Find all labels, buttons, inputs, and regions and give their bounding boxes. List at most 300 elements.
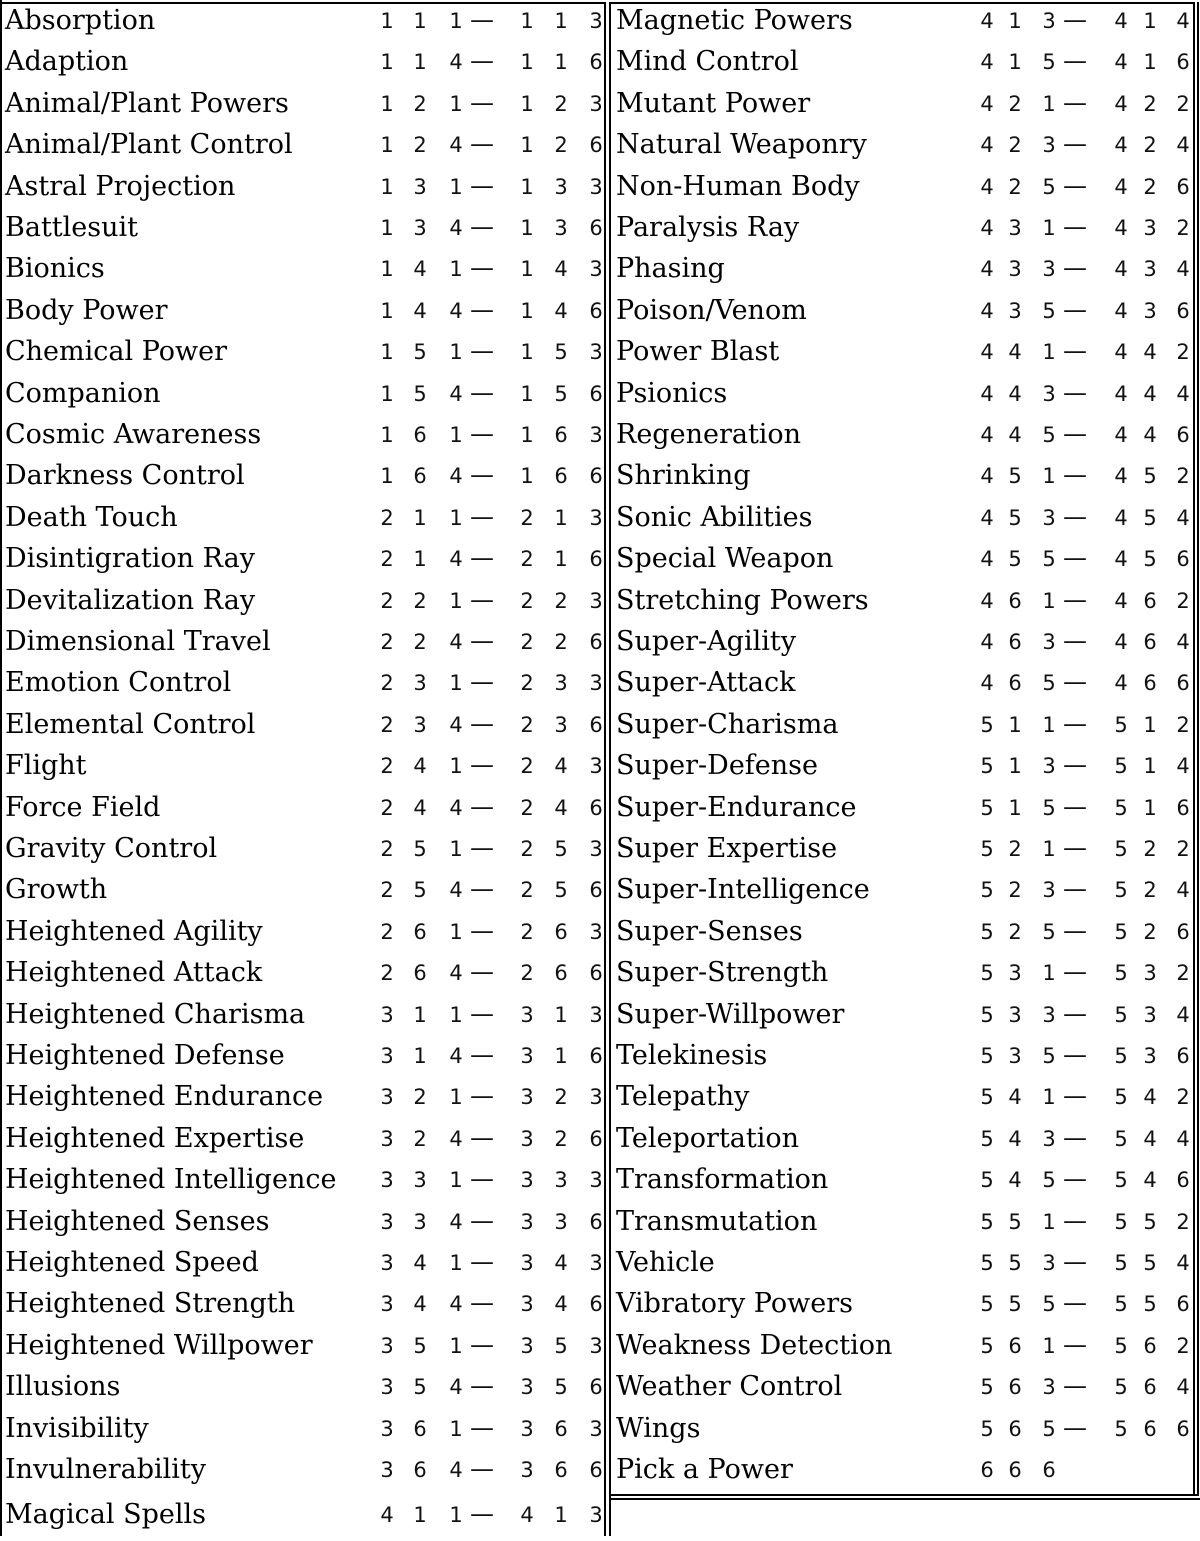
roll-to-digit: 2: [1176, 216, 1190, 240]
roll-to-digit: 1: [554, 1002, 568, 1027]
range-dash: —: [470, 171, 494, 200]
range-dash: —: [1063, 544, 1087, 573]
roll-to-digit: 5: [1114, 1416, 1128, 1441]
roll-from-digit: 6: [413, 423, 427, 447]
roll-to-digit: 1: [520, 50, 534, 75]
roll-from-digit: 3: [1042, 9, 1056, 33]
roll-to-digit: 6: [1176, 919, 1190, 944]
roll-from-digit: 1: [380, 216, 394, 240]
roll-to-digit: 4: [554, 754, 568, 779]
range-dash: —: [1063, 337, 1087, 366]
roll-to-digit: 5: [1114, 1292, 1128, 1317]
roll-to-digit: 6: [1143, 1375, 1157, 1400]
roll-from-digit: 2: [380, 712, 394, 737]
power-row: [611, 833, 1197, 874]
roll-from-digit: 3: [1042, 1126, 1056, 1151]
roll-from-digit: 1: [413, 1002, 427, 1027]
roll-to-digit: 1: [520, 174, 534, 199]
range-dash: —: [470, 88, 494, 117]
roll-from-digit: 5: [413, 878, 427, 903]
roll-to-digit: 5: [1114, 961, 1128, 986]
power-name: Vehicle: [616, 1247, 715, 1278]
range-dash: —: [470, 1372, 494, 1401]
roll-from-digit: 4: [449, 630, 463, 654]
roll-from-digit: 6: [1008, 630, 1022, 654]
power-name: Super-Willpower: [616, 998, 845, 1030]
roll-from-digit: 5: [1008, 547, 1022, 572]
roll-to-digit: 5: [1143, 505, 1157, 530]
roll-to-digit: 4: [1143, 1126, 1157, 1151]
roll-from-digit: 5: [1008, 1292, 1022, 1317]
roll-from-digit: 5: [1042, 1168, 1056, 1193]
roll-to-digit: 6: [589, 1044, 603, 1068]
roll-from-digit: 1: [380, 9, 394, 33]
roll-to-digit: 4: [1114, 505, 1128, 530]
power-row: [0, 543, 604, 584]
roll-from-digit: 4: [980, 588, 994, 613]
roll-from-digit: 3: [1042, 381, 1056, 406]
roll-from-digit: 5: [1042, 671, 1056, 696]
roll-to-digit: 6: [1176, 1416, 1190, 1441]
roll-to-digit: 6: [1176, 1168, 1190, 1193]
power-name: Devitalization Ray: [5, 584, 256, 616]
roll-from-digit: 2: [380, 630, 394, 654]
roll-from-digit: 2: [1008, 174, 1022, 199]
power-name: Battlesuit: [5, 212, 138, 243]
power-name: Poison/Venom: [616, 294, 807, 326]
roll-to-digit: 6: [589, 795, 603, 820]
roll-to-digit: 6: [589, 1209, 603, 1234]
roll-from-digit: 4: [380, 1503, 394, 1528]
roll-to-digit: 1: [520, 9, 534, 33]
roll-from-digit: 3: [1042, 1375, 1056, 1400]
power-row: [611, 88, 1197, 129]
roll-to-digit: 3: [520, 1002, 534, 1027]
roll-to-digit: 5: [1114, 712, 1128, 737]
roll-to-digit: 6: [589, 547, 603, 572]
power-name: Disintigration Ray: [5, 543, 255, 575]
roll-to-digit: 3: [554, 1209, 568, 1234]
power-row: [611, 171, 1197, 212]
power-row: [611, 585, 1197, 626]
range-dash: —: [1063, 627, 1087, 655]
roll-to-digit: 2: [1143, 878, 1157, 903]
roll-from-digit: 4: [413, 298, 427, 323]
roll-from-digit: 4: [449, 961, 463, 986]
roll-to-digit: 1: [1143, 754, 1157, 779]
power-name: Magnetic Powers: [616, 5, 853, 36]
range-dash: —: [470, 1248, 494, 1276]
power-name: Super-Senses: [616, 915, 803, 947]
power-row: [0, 626, 604, 667]
roll-from-digit: 1: [380, 340, 394, 365]
power-name: Heightened Charisma: [5, 998, 306, 1030]
power-name: Heightened Strength: [5, 1288, 296, 1320]
roll-to-digit: 3: [589, 1085, 603, 1110]
roll-to-digit: 3: [589, 588, 603, 613]
roll-from-digit: 2: [1008, 878, 1022, 903]
roll-from-digit: 1: [380, 174, 394, 199]
roll-to-digit: 5: [1114, 1168, 1128, 1193]
roll-from-digit: 5: [980, 754, 994, 779]
roll-from-digit: 4: [449, 216, 463, 240]
roll-to-digit: 3: [1143, 298, 1157, 323]
power-row: [611, 1040, 1197, 1081]
roll-to-digit: 5: [1114, 1126, 1128, 1151]
range-dash: —: [1063, 585, 1087, 614]
roll-to-digit: 2: [520, 837, 534, 861]
roll-to-digit: 2: [1176, 837, 1190, 861]
roll-from-digit: 3: [380, 1458, 394, 1482]
roll-from-digit: 5: [1042, 298, 1056, 323]
power-row: [611, 1454, 1197, 1495]
roll-to-digit: 5: [1114, 1251, 1128, 1275]
roll-to-digit: 4: [1114, 257, 1128, 282]
roll-to-digit: 4: [1114, 9, 1128, 33]
roll-to-digit: 5: [1143, 1251, 1157, 1275]
power-row: [0, 750, 604, 791]
roll-to-digit: 4: [1114, 423, 1128, 447]
roll-from-digit: 1: [449, 837, 463, 861]
roll-to-digit: 4: [554, 1292, 568, 1317]
roll-to-digit: 1: [554, 9, 568, 33]
range-dash: —: [1063, 1289, 1087, 1318]
roll-from-digit: 5: [1042, 1416, 1056, 1441]
power-row: [611, 1413, 1197, 1454]
range-dash: —: [1063, 751, 1087, 780]
power-name: Darkness Control: [5, 460, 245, 492]
roll-from-digit: 5: [980, 1251, 994, 1275]
power-row: [611, 502, 1197, 543]
roll-from-digit: 1: [1042, 588, 1056, 613]
range-dash: —: [470, 627, 494, 655]
power-name: Body Power: [5, 294, 168, 326]
roll-from-digit: 4: [980, 133, 994, 158]
power-row: [0, 253, 604, 294]
roll-to-digit: 5: [554, 1375, 568, 1400]
roll-to-digit: 5: [1114, 919, 1128, 944]
power-name: Weakness Detection: [616, 1329, 893, 1361]
roll-from-digit: 4: [980, 547, 994, 572]
power-name: Weather Control: [616, 1371, 843, 1403]
roll-to-digit: 2: [554, 91, 568, 116]
power-row: [0, 1164, 604, 1205]
roll-from-digit: 2: [380, 547, 394, 572]
range-dash: —: [470, 378, 494, 407]
power-name: Astral Projection: [5, 170, 236, 202]
power-name: Teleportation: [616, 1122, 800, 1154]
roll-from-digit: 5: [980, 878, 994, 903]
roll-from-digit: 5: [413, 1375, 427, 1400]
roll-to-digit: 2: [1143, 919, 1157, 944]
power-name: Cosmic Awareness: [5, 419, 262, 450]
roll-from-digit: 2: [413, 588, 427, 613]
power-name: Super-Attack: [616, 667, 796, 699]
range-dash: —: [470, 1330, 494, 1359]
roll-to-digit: 3: [1143, 257, 1157, 282]
power-name: Stretching Powers: [616, 584, 869, 616]
roll-to-digit: 2: [1176, 961, 1190, 986]
roll-to-digit: 6: [589, 1458, 603, 1482]
roll-from-digit: 4: [980, 174, 994, 199]
range-dash: —: [1063, 130, 1087, 159]
roll-from-digit: 3: [380, 1251, 394, 1275]
roll-to-digit: 2: [554, 630, 568, 654]
roll-to-digit: 2: [520, 961, 534, 986]
roll-from-digit: 2: [413, 1085, 427, 1110]
roll-from-digit: 1: [380, 91, 394, 116]
power-name: Illusions: [5, 1371, 121, 1403]
roll-to-digit: 1: [520, 133, 534, 158]
roll-to-digit: 2: [1143, 174, 1157, 199]
power-name: Companion: [5, 377, 161, 409]
power-row: [611, 1081, 1197, 1122]
roll-from-digit: 3: [380, 1333, 394, 1358]
roll-to-digit: 4: [1114, 340, 1128, 365]
roll-to-digit: 5: [554, 878, 568, 903]
roll-from-digit: 1: [1042, 340, 1056, 365]
range-dash: —: [470, 875, 494, 904]
range-dash: —: [470, 834, 494, 862]
roll-to-digit: 6: [589, 712, 603, 737]
power-row: [0, 1371, 604, 1412]
roll-from-digit: 3: [380, 1168, 394, 1193]
roll-from-digit: 6: [413, 919, 427, 944]
roll-to-digit: 6: [589, 961, 603, 986]
power-name: Growth: [5, 874, 108, 906]
roll-from-digit: 3: [380, 1416, 394, 1441]
roll-to-digit: 4: [1143, 1085, 1157, 1110]
roll-from-digit: 5: [1042, 174, 1056, 199]
range-dash: —: [470, 916, 494, 945]
roll-from-digit: 3: [380, 1044, 394, 1068]
roll-to-digit: 4: [1143, 381, 1157, 406]
range-dash: —: [470, 792, 494, 821]
roll-from-digit: 1: [380, 464, 394, 489]
roll-to-digit: 3: [589, 1002, 603, 1027]
roll-to-digit: 6: [1176, 1044, 1190, 1068]
roll-to-digit: 4: [1176, 9, 1190, 33]
roll-to-digit: 5: [554, 340, 568, 365]
power-row: [611, 1247, 1197, 1288]
roll-to-digit: 2: [1176, 1085, 1190, 1110]
roll-to-digit: 6: [1176, 547, 1190, 572]
power-name: Force Field: [5, 791, 161, 823]
roll-to-digit: 3: [520, 1416, 534, 1441]
roll-to-digit: 3: [520, 1126, 534, 1151]
roll-to-digit: 6: [589, 1375, 603, 1400]
power-name: Phasing: [616, 253, 725, 285]
roll-to-digit: 2: [554, 133, 568, 158]
roll-to-digit: 2: [1176, 588, 1190, 613]
roll-to-digit: 5: [554, 1333, 568, 1358]
roll-from-digit: 3: [1042, 878, 1056, 903]
range-dash: —: [1063, 1413, 1087, 1442]
roll-from-digit: 4: [1008, 381, 1022, 406]
power-row: [0, 667, 604, 708]
roll-from-digit: 6: [1008, 1416, 1022, 1441]
roll-from-digit: 1: [449, 505, 463, 530]
range-dash: —: [1063, 1248, 1087, 1276]
roll-to-digit: 3: [589, 1416, 603, 1441]
roll-from-digit: 1: [1042, 216, 1056, 240]
range-dash: —: [1063, 1041, 1087, 1069]
roll-to-digit: 5: [1143, 547, 1157, 572]
roll-from-digit: 2: [380, 837, 394, 861]
power-row: [0, 1247, 604, 1288]
power-name: Regeneration: [616, 419, 802, 450]
power-row: [0, 874, 604, 915]
roll-from-digit: 2: [1008, 91, 1022, 116]
range-dash: —: [1063, 295, 1087, 324]
roll-from-digit: 3: [380, 1002, 394, 1027]
roll-to-digit: 2: [520, 878, 534, 903]
roll-from-digit: 1: [380, 381, 394, 406]
power-name: Super-Charisma: [616, 708, 839, 740]
roll-to-digit: 3: [589, 919, 603, 944]
power-name: Wings: [616, 1412, 701, 1444]
range-dash: —: [470, 668, 494, 697]
roll-from-digit: 2: [413, 1126, 427, 1151]
roll-from-digit: 6: [1008, 588, 1022, 613]
roll-to-digit: 1: [520, 91, 534, 116]
roll-from-digit: 6: [413, 1416, 427, 1441]
power-row: [611, 874, 1197, 915]
roll-from-digit: 5: [1008, 464, 1022, 489]
range-dash: —: [1063, 999, 1087, 1028]
roll-from-digit: 3: [1008, 298, 1022, 323]
roll-from-digit: 1: [1008, 712, 1022, 737]
roll-from-digit: 1: [449, 91, 463, 116]
range-dash: —: [1063, 213, 1087, 241]
roll-from-digit: 2: [380, 878, 394, 903]
power-name: Animal/Plant Control: [5, 129, 293, 161]
roll-to-digit: 4: [1114, 464, 1128, 489]
roll-from-digit: 4: [449, 133, 463, 158]
roll-to-digit: 3: [589, 1503, 603, 1528]
roll-to-digit: 3: [589, 1333, 603, 1358]
roll-from-digit: 3: [413, 671, 427, 696]
roll-from-digit: 1: [1042, 1333, 1056, 1358]
roll-from-digit: 4: [980, 298, 994, 323]
roll-to-digit: 6: [1176, 795, 1190, 820]
power-row: [0, 295, 604, 336]
roll-to-digit: 3: [589, 1168, 603, 1193]
roll-from-digit: 1: [1008, 795, 1022, 820]
power-row: [611, 336, 1197, 377]
range-dash: —: [470, 420, 494, 448]
roll-to-digit: 3: [520, 1168, 534, 1193]
range-dash: —: [470, 213, 494, 241]
range-dash: —: [470, 709, 494, 738]
range-dash: —: [1063, 916, 1087, 945]
roll-from-digit: 1: [449, 671, 463, 696]
roll-to-digit: 4: [554, 795, 568, 820]
roll-to-digit: 5: [1143, 1292, 1157, 1317]
roll-from-digit: 1: [1042, 961, 1056, 986]
roll-from-digit: 5: [1042, 919, 1056, 944]
power-name: Animal/Plant Powers: [5, 87, 289, 119]
roll-from-digit: 3: [1008, 257, 1022, 282]
roll-from-digit: 5: [1042, 1044, 1056, 1068]
roll-to-digit: 3: [520, 1458, 534, 1482]
roll-to-digit: 6: [554, 423, 568, 447]
roll-from-digit: 5: [980, 1209, 994, 1234]
roll-to-digit: 6: [554, 1458, 568, 1482]
roll-from-digit: 1: [413, 50, 427, 75]
roll-from-digit: 1: [1042, 1085, 1056, 1110]
roll-to-digit: 1: [554, 1503, 568, 1528]
roll-from-digit: 4: [449, 795, 463, 820]
power-name: Telekinesis: [616, 1040, 768, 1071]
roll-to-digit: 3: [520, 1085, 534, 1110]
power-row: [611, 5, 1197, 46]
roll-from-digit: 4: [449, 547, 463, 572]
roll-from-digit: 5: [980, 961, 994, 986]
roll-to-digit: 6: [1176, 671, 1190, 696]
roll-to-digit: 1: [1143, 9, 1157, 33]
roll-to-digit: 6: [589, 1292, 603, 1317]
roll-from-digit: 1: [413, 547, 427, 572]
power-name: Transformation: [616, 1164, 829, 1196]
power-row: [0, 46, 604, 87]
power-row: [611, 419, 1197, 460]
roll-from-digit: 2: [413, 91, 427, 116]
power-name: Telepathy: [616, 1081, 750, 1113]
range-dash: —: [1063, 420, 1087, 448]
power-row: [611, 750, 1197, 791]
roll-to-digit: 6: [1143, 1333, 1157, 1358]
roll-from-digit: 3: [413, 216, 427, 240]
roll-to-digit: 4: [1176, 505, 1190, 530]
power-row: [0, 419, 604, 460]
roll-from-digit: 5: [980, 1292, 994, 1317]
power-row: [611, 1330, 1197, 1371]
power-name: Psionics: [616, 377, 728, 409]
roll-from-digit: 1: [1042, 464, 1056, 489]
roll-from-digit: 3: [380, 1085, 394, 1110]
power-name: Emotion Control: [5, 667, 232, 699]
roll-to-digit: 3: [589, 91, 603, 116]
roll-to-digit: 2: [1176, 1333, 1190, 1358]
roll-to-digit: 6: [589, 216, 603, 240]
left-box-top-border: [0, 2, 606, 4]
range-dash: —: [470, 295, 494, 324]
roll-from-digit: 4: [449, 712, 463, 737]
range-dash: —: [1063, 1123, 1087, 1152]
roll-to-digit: 1: [520, 464, 534, 489]
roll-from-digit: 1: [413, 505, 427, 530]
roll-to-digit: 2: [520, 919, 534, 944]
roll-from-digit: 4: [980, 671, 994, 696]
power-name: Invisibility: [5, 1412, 149, 1444]
roll-to-digit: 1: [520, 216, 534, 240]
roll-to-digit: 5: [1143, 464, 1157, 489]
roll-from-digit: 4: [980, 381, 994, 406]
roll-from-digit: 5: [980, 919, 994, 944]
power-row: [611, 1164, 1197, 1205]
roll-from-digit: 1: [1042, 712, 1056, 737]
roll-from-digit: 2: [380, 671, 394, 696]
roll-from-digit: 3: [413, 712, 427, 737]
range-dash: —: [470, 1413, 494, 1442]
range-dash: —: [470, 6, 494, 34]
power-name: Super-Strength: [616, 957, 829, 989]
power-row: [0, 88, 604, 129]
roll-from-digit: 3: [380, 1292, 394, 1317]
power-name: Sonic Abilities: [616, 501, 813, 533]
roll-to-digit: 3: [520, 1333, 534, 1358]
